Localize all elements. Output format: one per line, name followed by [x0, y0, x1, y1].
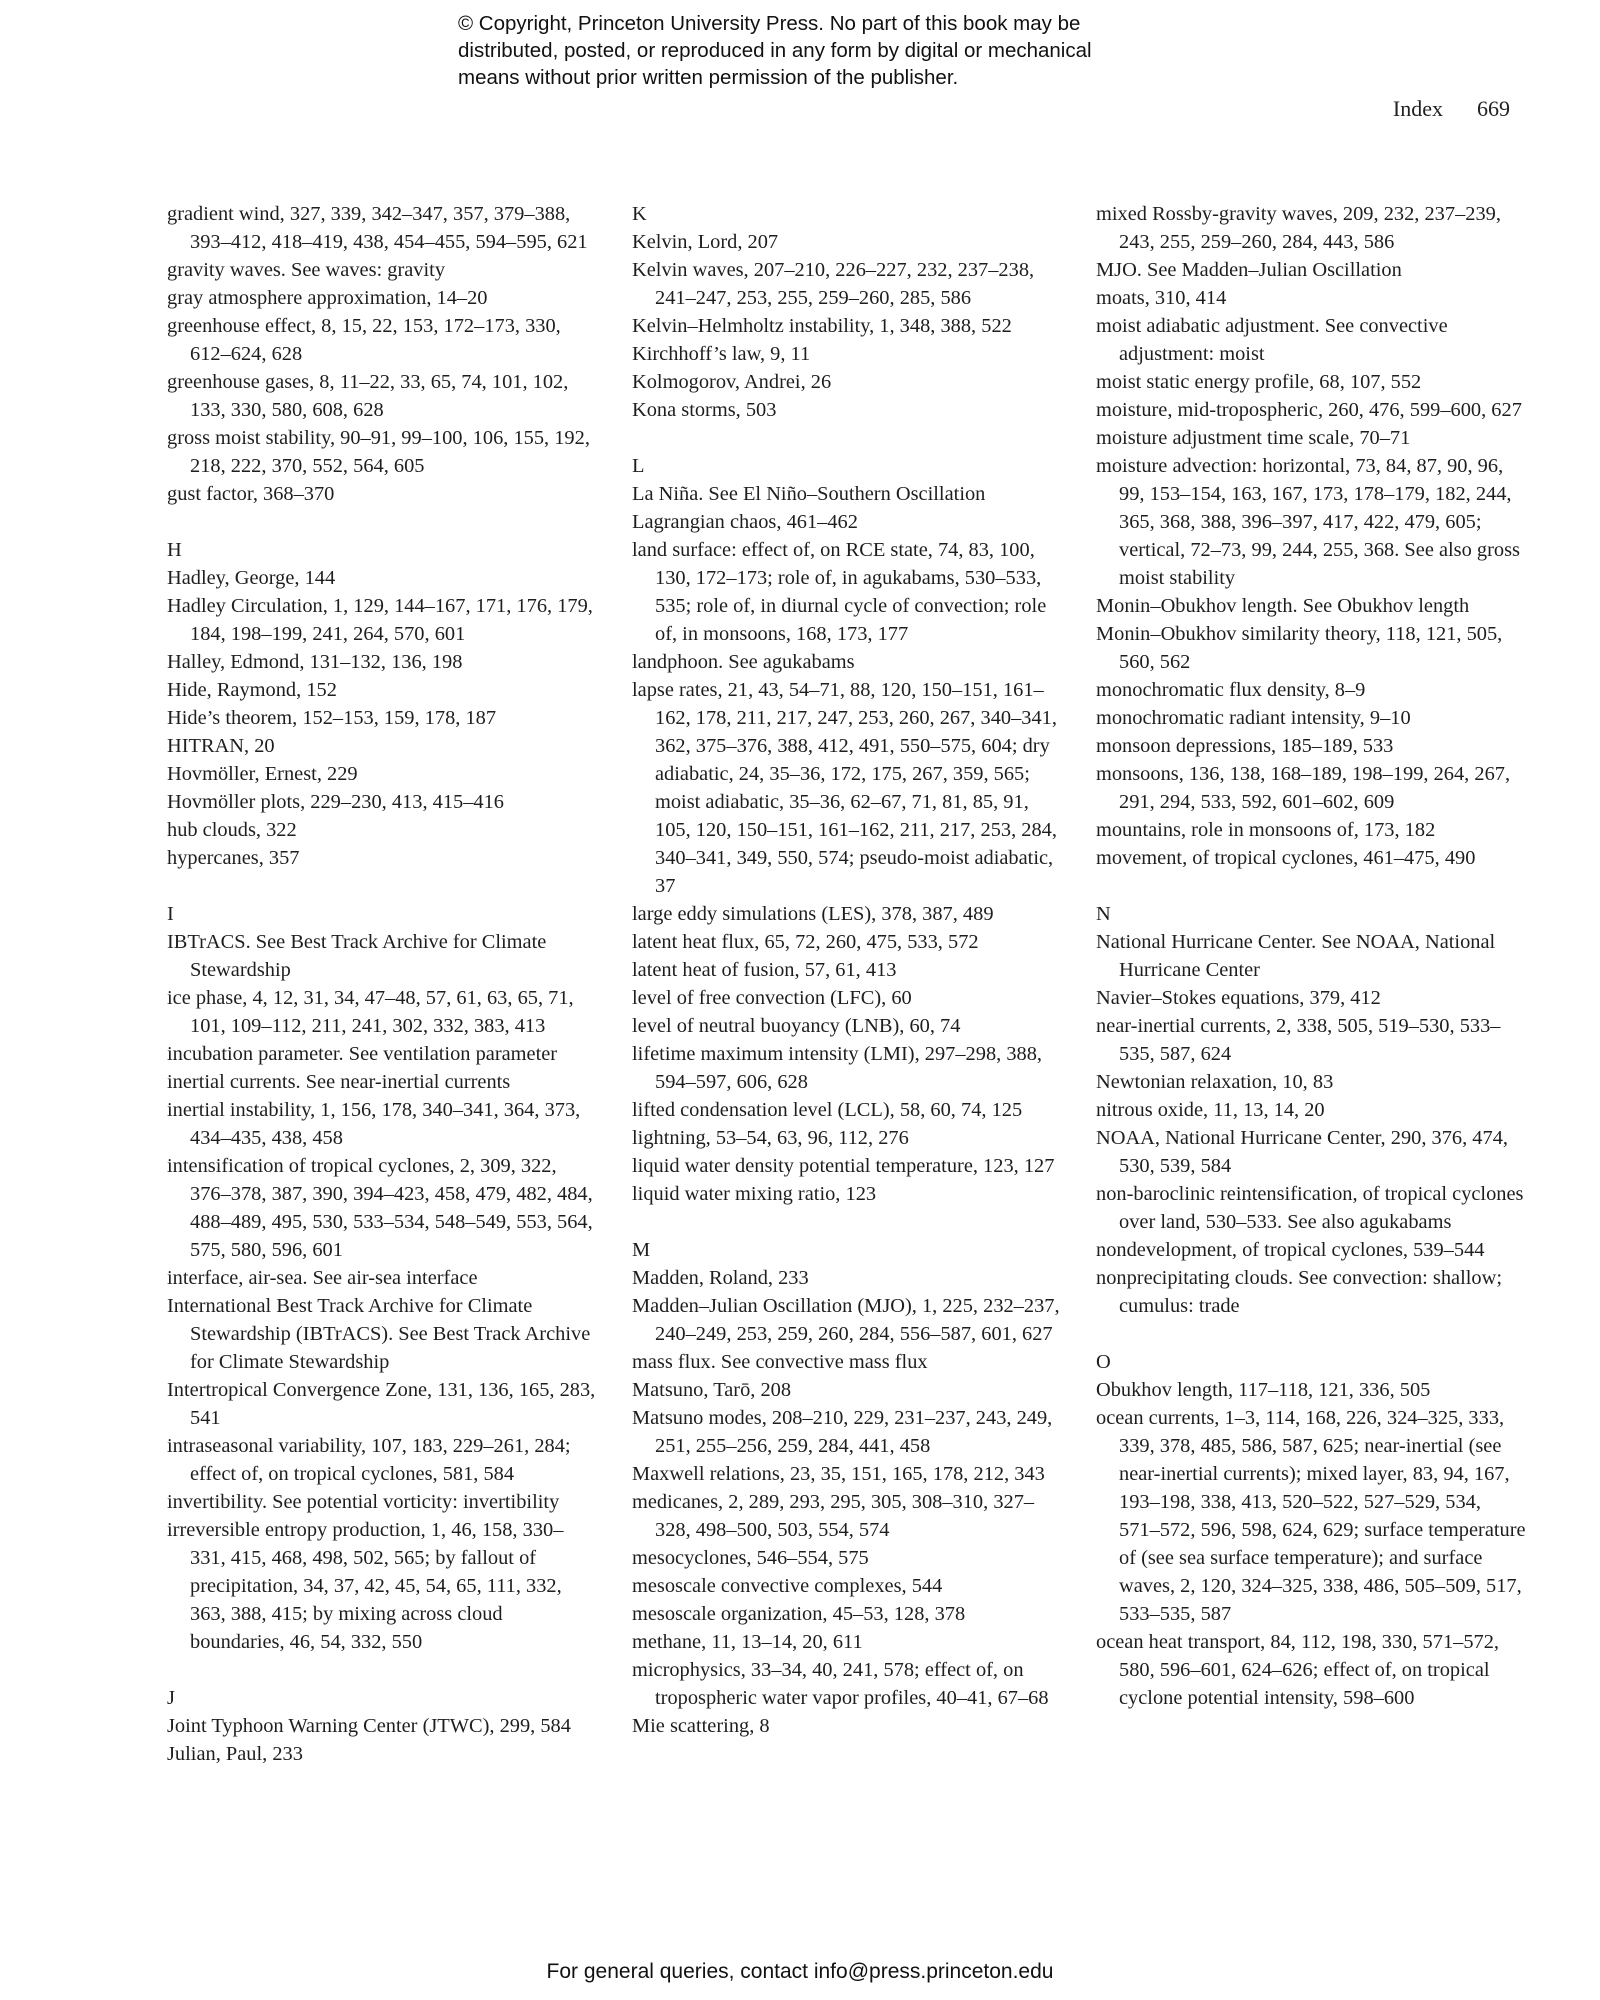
index-entry: Joint Typhoon Warning Center (JTWC), 299, 584 — [167, 1715, 571, 1737]
index-entry: movement, of tropical cyclones, 461–475, 490 — [1096, 847, 1476, 869]
index-entry: Intertropical Convergence Zone, 131, 136, 165, 283, 541 — [167, 1379, 596, 1429]
index-entry: La Niña. See El Niño–Southern Oscillation — [632, 483, 986, 505]
index-column-2 — [632, 200, 1062, 1740]
index-entry: monochromatic flux density, 8–9 — [1096, 679, 1366, 701]
index-spacer — [632, 1208, 1062, 1236]
index-entry: mountains, role in monsoons of, 173, 182 — [1096, 819, 1436, 841]
footer-contact: For general queries, contact info@press.princeton.edu — [546, 1960, 1054, 1983]
index-entry: intensification of tropical cyclones, 2, 309, 322, 376–378, 387, 390, 394–423, 458, 479, 482, 484, 488–489, 495, 530, 533–534, 548–549, 553, 564, 575, 580, 596, 601 — [167, 1155, 593, 1261]
index-entry: moisture adjustment time scale, 70–71 — [1096, 427, 1411, 449]
index-entry: Obukhov length, 117–118, 121, 336, 505 — [1096, 1379, 1431, 1401]
index-entry: monsoon depressions, 185–189, 533 — [1096, 735, 1394, 757]
index-letter-heading: J — [167, 1687, 175, 1709]
index-entry: mesoscale convective complexes, 544 — [632, 1575, 943, 1597]
index-entry: Halley, Edmond, 131–132, 136, 198 — [167, 651, 463, 673]
index-entry: Kelvin, Lord, 207 — [632, 231, 779, 253]
index-column-1 — [167, 200, 597, 1768]
index-spacer — [167, 508, 597, 536]
index-entry: HITRAN, 20 — [167, 735, 275, 757]
index-entry: Lagrangian chaos, 461–462 — [632, 511, 858, 533]
index-entry: nondevelopment, of tropical cyclones, 539–544 — [1096, 1239, 1485, 1261]
index-entry: Kona storms, 503 — [632, 399, 777, 421]
index-entry: gradient wind, 327, 339, 342–347, 357, 379–388, 393–412, 418–419, 438, 454–455, 594–595, 621 — [167, 203, 588, 253]
index-entry: Mie scattering, 8 — [632, 1715, 770, 1737]
index-entry: Monin–Obukhov length. See Obukhov length — [1096, 595, 1470, 617]
index-entry: lapse rates, 21, 43, 54–71, 88, 120, 150–151, 161–162, 178, 211, 217, 247, 253, 260, 267, 340–341, 362, 375–376, 388, 412, 491, 550–575, 604; dry adiabatic, 24, 35–36, 172, 175, 267, 359, 565; moist adiabatic, 35–36, 62–67, 71, 81, 85, 91, 105, 120, 150–151, 161–162, 211, 217, 253, 284, 340–341, 349, 550, 574; pseudo-moist adiabatic, 37 — [632, 679, 1057, 897]
index-entry: ocean currents, 1–3, 114, 168, 226, 324–325, 333, 339, 378, 485, 586, 587, 625; near-inertial (see near-inertial currents); mixed layer, 83, 94, 167, 193–198, 338, 413, 520–522, 527–529, 534, 571–572, 596, 598, 624, 629; surface temperature of (see sea surface temperature); and surface waves, 2, 120, 324–325, 338, 486, 505–509, 517, 533–535, 587 — [1096, 1407, 1526, 1625]
index-entry: liquid water mixing ratio, 123 — [632, 1183, 877, 1205]
index-entry: landphoon. See agukabams — [632, 651, 855, 673]
index-entry: latent heat of fusion, 57, 61, 413 — [632, 959, 897, 981]
index-entry: Newtonian relaxation, 10, 83 — [1096, 1071, 1334, 1093]
index-entry: Hadley, George, 144 — [167, 567, 336, 589]
index-spacer — [1096, 1320, 1526, 1348]
index-entry: Madden–Julian Oscillation (MJO), 1, 225, 232–237, 240–249, 253, 259, 260, 284, 556–587, 601, 627 — [632, 1295, 1060, 1345]
index-entry: gravity waves. See waves: gravity — [167, 259, 446, 281]
index-entry: Kelvin–Helmholtz instability, 1, 348, 388, 522 — [632, 315, 1012, 337]
index-entry: Hadley Circulation, 1, 129, 144–167, 171, 176, 179, 184, 198–199, 241, 264, 570, 601 — [167, 595, 593, 645]
index-spacer — [167, 872, 597, 900]
index-letter-heading: N — [1096, 903, 1111, 925]
index-letter-heading: M — [632, 1239, 651, 1261]
index-entry: level of free convection (LFC), 60 — [632, 987, 912, 1009]
index-entry: incubation parameter. See ventilation parameter — [167, 1043, 558, 1065]
index-entry: gross moist stability, 90–91, 99–100, 106, 155, 192, 218, 222, 370, 552, 564, 605 — [167, 427, 590, 477]
index-entry: Matsuno, Tarō, 208 — [632, 1379, 792, 1401]
index-spacer — [167, 1656, 597, 1684]
index-entry: lifted condensation level (LCL), 58, 60, 74, 125 — [632, 1099, 1023, 1121]
index-entry: National Hurricane Center. See NOAA, National Hurricane Center — [1096, 931, 1496, 981]
index-entry: mesocyclones, 546–554, 575 — [632, 1547, 869, 1569]
index-letter-heading: H — [167, 539, 182, 561]
page-number: 669 — [1477, 96, 1510, 121]
index-entry: IBTrACS. See Best Track Archive for Climate Stewardship — [167, 931, 547, 981]
index-column-3 — [1096, 200, 1526, 1712]
index-entry: mass flux. See convective mass flux — [632, 1351, 928, 1373]
index-entry: nonprecipitating clouds. See convection: shallow; cumulus: trade — [1096, 1267, 1503, 1317]
section-title: Index — [1392, 96, 1443, 121]
index-entry: inertial currents. See near-inertial currents — [167, 1071, 511, 1093]
index-entry: mixed Rossby-gravity waves, 209, 232, 237–239, 243, 255, 259–260, 284, 443, 586 — [1096, 203, 1501, 253]
index-entry: gray atmosphere approximation, 14–20 — [167, 287, 488, 309]
index-entry: Kelvin waves, 207–210, 226–227, 232, 237–238, 241–247, 253, 255, 259–260, 285, 586 — [632, 259, 1035, 309]
index-entry: invertibility. See potential vorticity: invertibility — [167, 1491, 560, 1513]
index-entry: greenhouse gases, 8, 11–22, 33, 65, 74, 101, 102, 133, 330, 580, 608, 628 — [167, 371, 569, 421]
index-entry: NOAA, National Hurricane Center, 290, 376, 474, 530, 539, 584 — [1096, 1127, 1508, 1177]
index-entry: microphysics, 33–34, 40, 241, 578; effect of, on tropospheric water vapor profiles, 40–41, 67–68 — [632, 1659, 1049, 1709]
index-entry: hypercanes, 357 — [167, 847, 300, 869]
index-entry: hub clouds, 322 — [167, 819, 297, 841]
index-entry: Maxwell relations, 23, 35, 151, 165, 178, 212, 343 — [632, 1463, 1045, 1485]
index-letter-heading: I — [167, 903, 174, 925]
index-entry: ocean heat transport, 84, 112, 198, 330, 571–572, 580, 596–601, 624–626; effect of, on tropical cyclone potential intensity, 598–600 — [1096, 1631, 1500, 1709]
index-entry: Hovmöller plots, 229–230, 413, 415–416 — [167, 791, 505, 813]
index-entry: moist static energy profile, 68, 107, 552 — [1096, 371, 1422, 393]
index-entry: greenhouse effect, 8, 15, 22, 153, 172–173, 330, 612–624, 628 — [167, 315, 561, 365]
copyright-notice: © Copyright, Princeton University Press. No part of this book may be distributed, posted, or reproduced in any form by digital or mechanical means without prior written permission of the publisher. — [458, 12, 1092, 89]
index-entry: land surface: effect of, on RCE state, 74, 83, 100, 130, 172–173; role of, in agukabams, 530–533, 535; role of, in diurnal cycle of convection; role of, in monsoons, 168, 173, 177 — [632, 539, 1047, 645]
index-entry: near-inertial currents, 2, 338, 505, 519–530, 533–535, 587, 624 — [1096, 1015, 1501, 1065]
index-entry: inertial instability, 1, 156, 178, 340–341, 364, 373, 434–435, 438, 458 — [167, 1099, 581, 1149]
index-entry: Matsuno modes, 208–210, 229, 231–237, 243, 249, 251, 255–256, 259, 284, 441, 458 — [632, 1407, 1053, 1457]
index-entry: methane, 11, 13–14, 20, 611 — [632, 1631, 863, 1653]
index-entry: moats, 310, 414 — [1096, 287, 1227, 309]
index-entry: medicanes, 2, 289, 293, 295, 305, 308–310, 327–328, 498–500, 503, 554, 574 — [632, 1491, 1035, 1541]
index-entry: monochromatic radiant intensity, 9–10 — [1096, 707, 1411, 729]
index-spacer — [1096, 872, 1526, 900]
index-entry: large eddy simulations (LES), 378, 387, 489 — [632, 903, 994, 925]
index-entry: moisture, mid-tropospheric, 260, 476, 599–600, 627 — [1096, 399, 1522, 421]
index-entry: Monin–Obukhov similarity theory, 118, 121, 505, 560, 562 — [1096, 623, 1503, 673]
index-entry: Madden, Roland, 233 — [632, 1267, 809, 1289]
index-entry: Hide’s theorem, 152–153, 159, 178, 187 — [167, 707, 497, 729]
index-entry: non-baroclinic reintensification, of tropical cyclones over land, 530–533. See also agukabams — [1096, 1183, 1524, 1233]
index-entry: Julian, Paul, 233 — [167, 1743, 303, 1765]
index-entry: MJO. See Madden–Julian Oscillation — [1096, 259, 1402, 281]
index-letter-heading: L — [632, 455, 645, 477]
index-letter-heading: K — [632, 203, 647, 225]
index-letter-heading: O — [1096, 1351, 1111, 1373]
index-entry: Hovmöller, Ernest, 229 — [167, 763, 358, 785]
index-entry: lifetime maximum intensity (LMI), 297–298, 388, 594–597, 606, 628 — [632, 1043, 1043, 1093]
index-entry: Kirchhoff’s law, 9, 11 — [632, 343, 811, 365]
index-entry: moist adiabatic adjustment. See convective adjustment: moist — [1096, 315, 1448, 365]
index-entry: intraseasonal variability, 107, 183, 229–261, 284; effect of, on tropical cyclones, 581, 584 — [167, 1435, 571, 1485]
index-entry: ice phase, 4, 12, 31, 34, 47–48, 57, 61, 63, 65, 71, 101, 109–112, 211, 241, 302, 332, 383, 413 — [167, 987, 574, 1037]
index-entry: gust factor, 368–370 — [167, 483, 335, 505]
index-entry: moisture advection: horizontal, 73, 84, 87, 90, 96, 99, 153–154, 163, 167, 173, 178–179, 182, 244, 365, 368, 388, 396–397, 417, 422, 479, 605; vertical, 72–73, 99, 244, 255, 368. See also gross moist stability — [1096, 455, 1520, 589]
index-entry: latent heat flux, 65, 72, 260, 475, 533, 572 — [632, 931, 979, 953]
index-entry: Navier–Stokes equations, 379, 412 — [1096, 987, 1381, 1009]
index-spacer — [632, 424, 1062, 452]
index-entry: International Best Track Archive for Climate Stewardship (IBTrACS). See Best Track Archive for Climate Stewardship — [167, 1295, 591, 1373]
index-entry: lightning, 53–54, 63, 96, 112, 276 — [632, 1127, 909, 1149]
index-entry: interface, air-sea. See air-sea interface — [167, 1267, 478, 1289]
index-entry: Kolmogorov, Andrei, 26 — [632, 371, 832, 393]
index-entry: liquid water density potential temperature, 123, 127 — [632, 1155, 1055, 1177]
index-entry: monsoons, 136, 138, 168–189, 198–199, 264, 267, 291, 294, 533, 592, 601–602, 609 — [1096, 763, 1511, 813]
index-entry: nitrous oxide, 11, 13, 14, 20 — [1096, 1099, 1325, 1121]
running-head — [1359, 96, 1510, 122]
index-entry: Hide, Raymond, 152 — [167, 679, 337, 701]
index-entry: irreversible entropy production, 1, 46, 158, 330–331, 415, 468, 498, 502, 565; by fallout of precipitation, 34, 37, 42, 45, 54, 65, 111, 332, 363, 388, 415; by mixing across cloud boundaries, 46, 54, 332, 550 — [167, 1519, 564, 1653]
index-entry: level of neutral buoyancy (LNB), 60, 74 — [632, 1015, 961, 1037]
index-entry: mesoscale organization, 45–53, 128, 378 — [632, 1603, 966, 1625]
